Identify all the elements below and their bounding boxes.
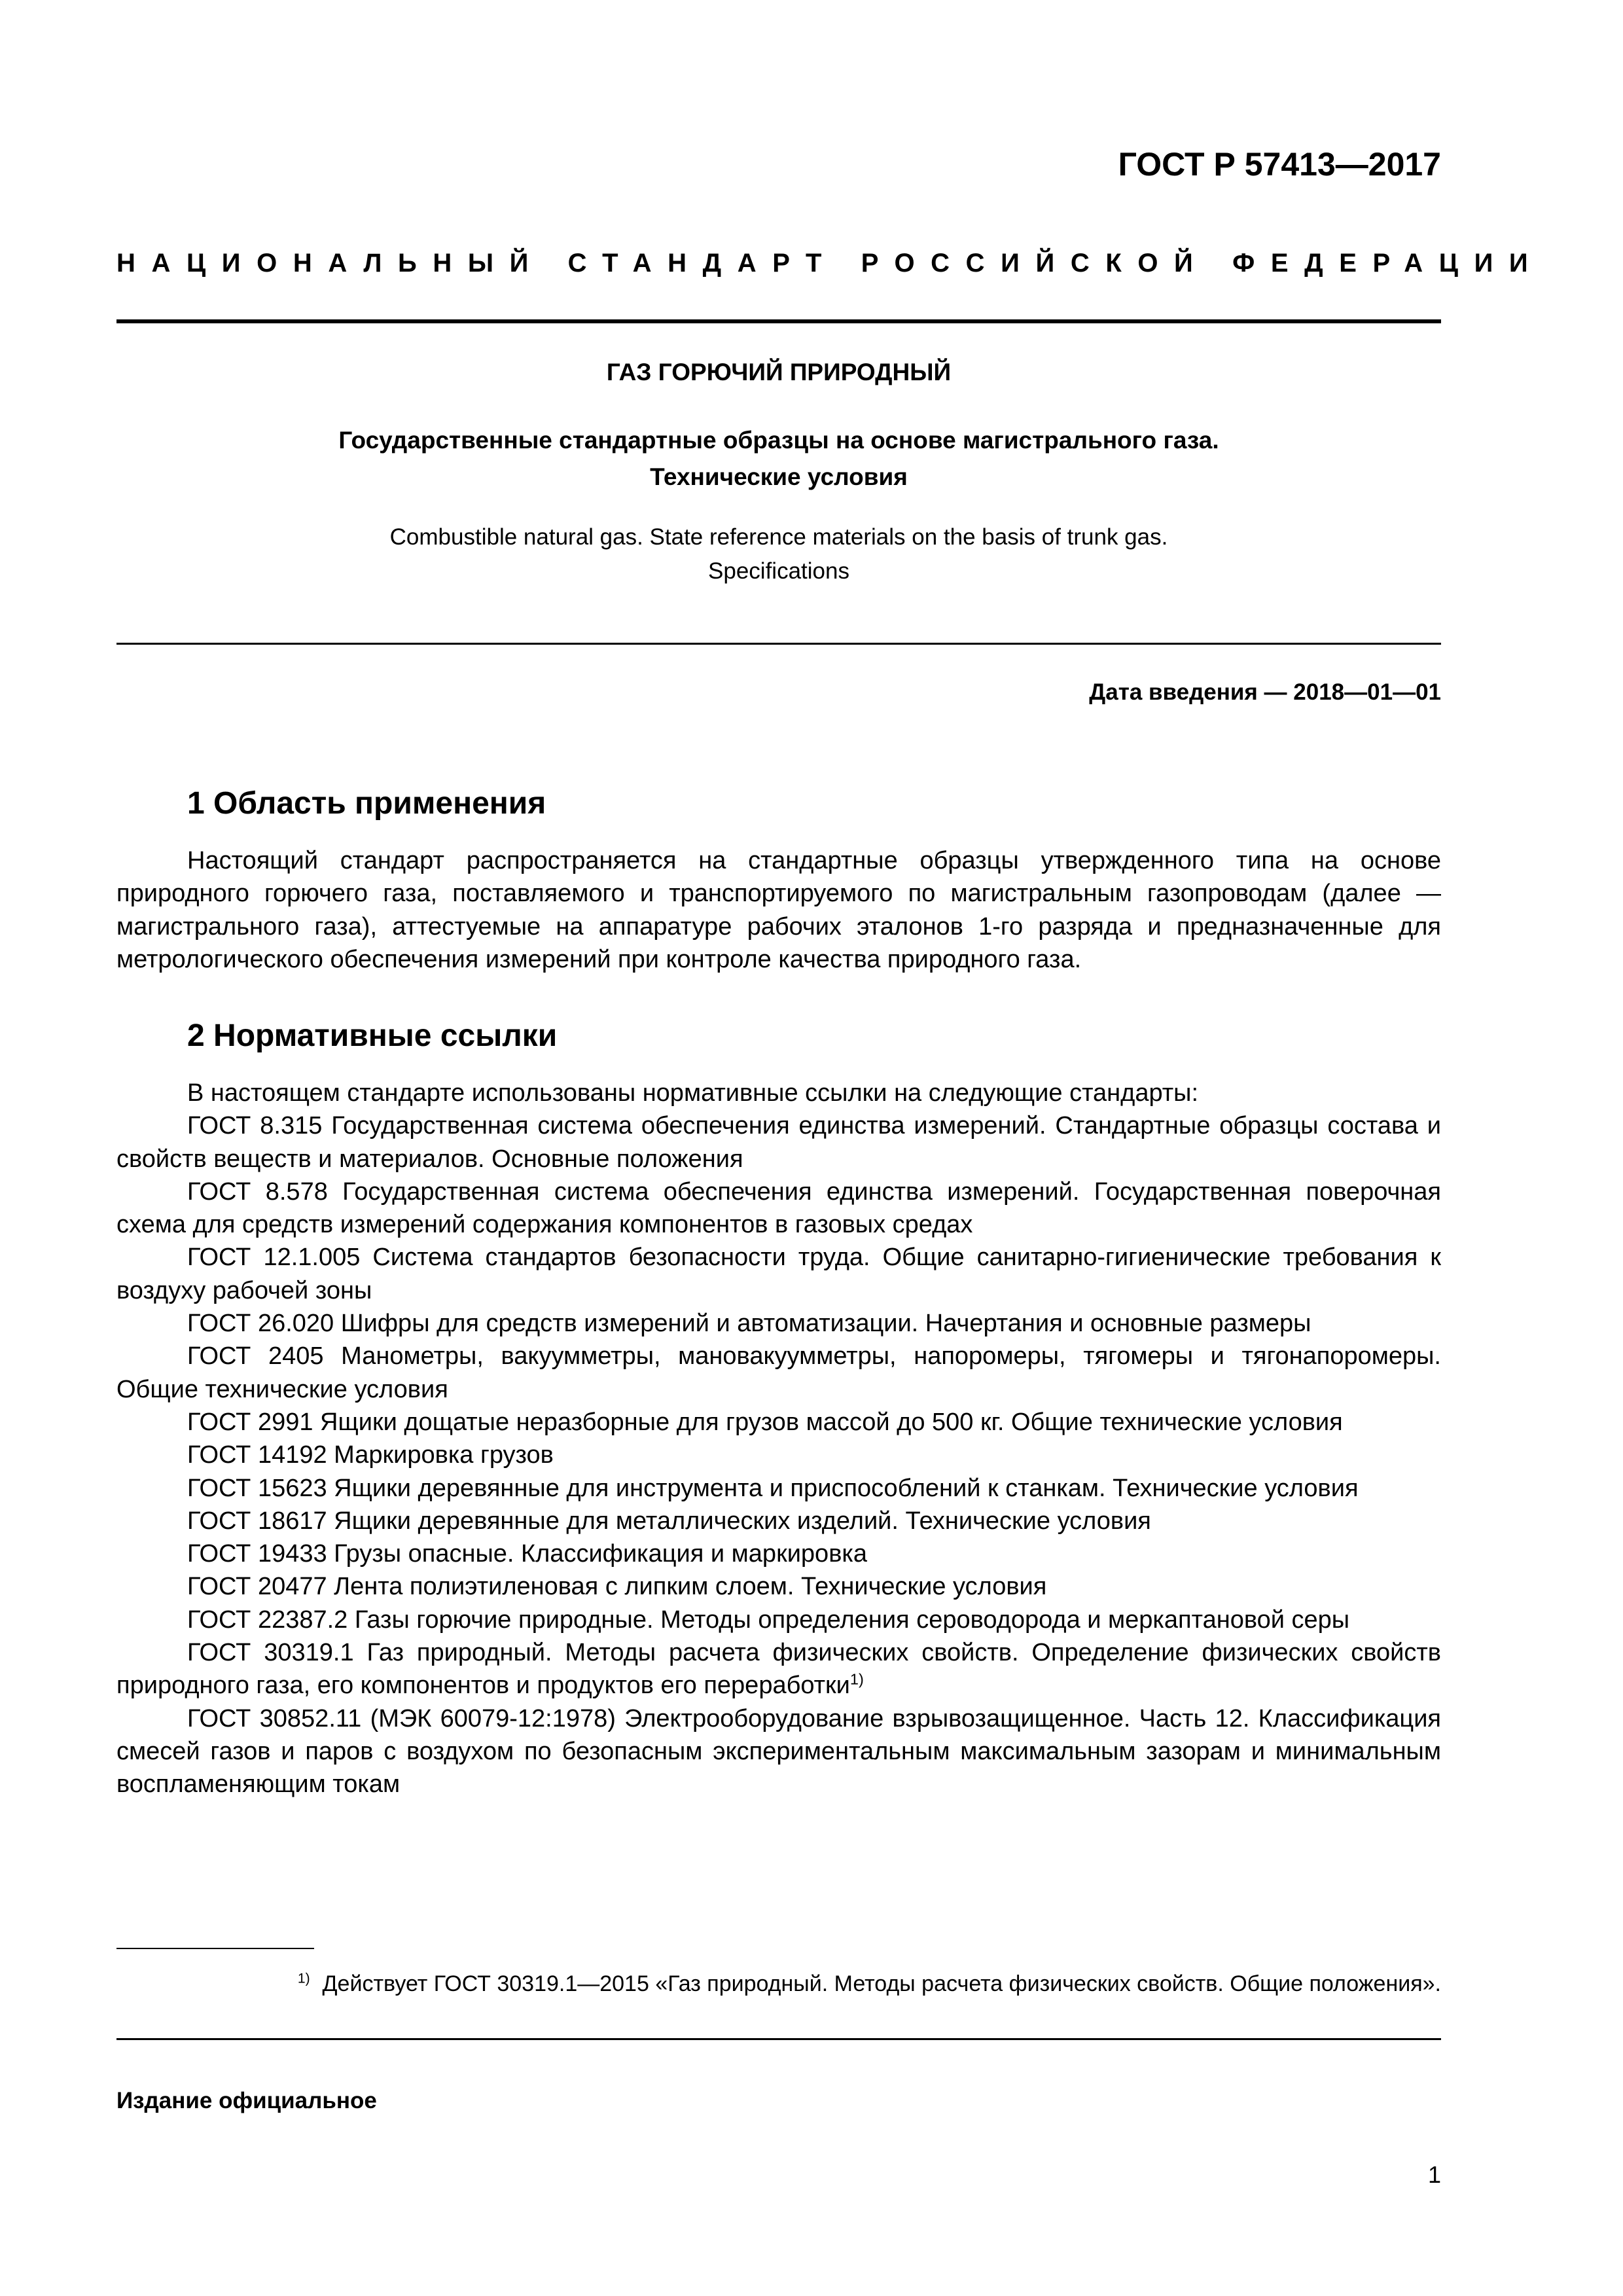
section-1-heading: 1 Область применения <box>187 786 546 821</box>
document-subtitle <box>116 422 1441 495</box>
national-standard-heading: НАЦИОНАЛЬНЫЙ СТАНДАРТ РОССИЙСКОЙ ФЕДЕРАЦИИ <box>116 249 1544 278</box>
edition-label: Издание официальное <box>116 2088 377 2113</box>
reference-item: ГОСТ 26.020 Шифры для средств измерений и автоматизации. Начертания и основные размеры <box>187 1310 1311 1338</box>
footnote-separator <box>116 1948 314 1949</box>
reference-item: ГОСТ 2991 Ящики дощатые неразборные для грузов массой до 500 кг. Общие технические условия <box>187 1408 1343 1436</box>
references-intro: В настоящем стандарте использованы нормативные ссылки на следующие стандарты: <box>187 1079 1199 1107</box>
section-2-heading: 2 Нормативные ссылки <box>187 1018 558 1053</box>
reference-item <box>116 1636 1441 1702</box>
english-title <box>116 520 1441 588</box>
reference-text: ГОСТ 30319.1 Газ природный. Методы расчета физических свойств. Определение физических свойств природного газа, его компонентов и продуктов его переработки <box>116 1639 1441 1700</box>
reference-item: ГОСТ 14192 Маркировка грузов <box>187 1441 554 1469</box>
header-rule <box>116 319 1441 323</box>
reference-item: ГОСТ 8.578 Государственная система обеспечения единства измерений. Государственная поверочная схема для средств измерений содержания компонентов в газовых средах <box>116 1177 1441 1239</box>
subtitle-line-1: Государственные стандартные образцы на основе магистрального газа. <box>338 427 1219 454</box>
reference-item: ГОСТ 18617 Ящики деревянные для металлических изделий. Технические условия <box>187 1507 1151 1535</box>
reference-item: ГОСТ 20477 Лента полиэтиленовая с липким слоем. Технические условия <box>187 1573 1047 1601</box>
reference-item: ГОСТ 22387.2 Газы горючие природные. Методы определения сероводорода и меркаптановой серы <box>187 1605 1350 1634</box>
footnote-text: Действует ГОСТ 30319.1—2015 «Газ природный. Методы расчета физических свойств. Общие положения». <box>322 1971 1441 1996</box>
subtitle-line-2: Технические условия <box>650 463 908 490</box>
english-title-line-2: Specifications <box>708 558 849 584</box>
page-number: 1 <box>1427 2161 1441 2188</box>
reference-item: ГОСТ 15623 Ящики деревянные для инструмента и приспособлений к станкам. Технические условия <box>187 1474 1359 1502</box>
footnote-marker: 1) <box>849 1670 864 1688</box>
document-title: ГАЗ ГОРЮЧИЙ ПРИРОДНЫЙ <box>606 359 952 386</box>
references-list <box>116 1077 1441 1801</box>
title-rule <box>116 643 1441 645</box>
footnote-mark: 1) <box>297 1971 310 1986</box>
reference-item: ГОСТ 8.315 Государственная система обеспечения единства измерений. Стандартные образцы состава и свойств веществ и материалов. Основные положения <box>116 1112 1441 1173</box>
reference-item: ГОСТ 30852.11 (МЭК 60079-12:1978) Электрооборудование взрывозащищенное. Часть 12. Классификация смесей газов и паров с воздухом по безопасным экспериментальным максимальным зазорам и минимальным воспламеняющим токам <box>116 1704 1441 1799</box>
footnote <box>116 1971 1441 1997</box>
document-number: ГОСТ Р 57413—2017 <box>1118 146 1441 183</box>
introduction-date: Дата введения — 2018—01—01 <box>1089 679 1441 705</box>
reference-item: ГОСТ 19433 Грузы опасные. Классификация и маркировка <box>187 1540 867 1568</box>
reference-item: ГОСТ 12.1.005 Система стандартов безопасности труда. Общие санитарно-гигиенические требования к воздуху рабочей зоны <box>116 1244 1441 1304</box>
english-title-line-1: Combustible natural gas. State reference materials on the basis of trunk gas. <box>389 524 1168 550</box>
reference-item: ГОСТ 2405 Манометры, вакуумметры, мановакуумметры, напоромеры, тягомеры и тягонапоромеры. Общие технические условия <box>116 1342 1441 1403</box>
footer-rule <box>116 2038 1441 2040</box>
section-1-text: Настоящий стандарт распространяется на стандартные образцы утвержденного типа на основе природного горючего газа, поставляемого и транспортируемого по магистральным газопроводам (далее — магистрального газа), аттестуемые на аппаратуре рабочих эталонов 1-го разряда и предназначенные для метрологического обеспечения измерений при контроле качества природного газа. <box>116 847 1441 973</box>
